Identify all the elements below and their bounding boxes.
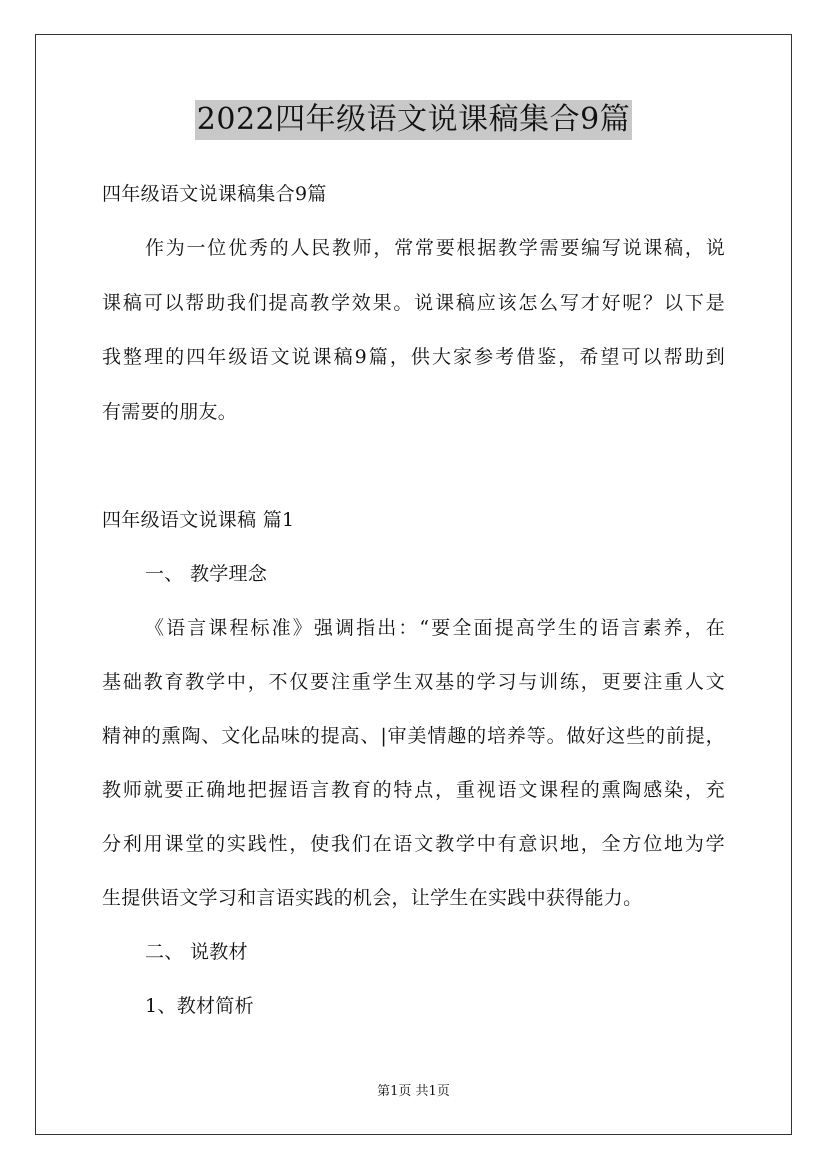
body-line-3 — [102, 724, 725, 748]
heading-textbook: 二、 说教材 — [145, 941, 248, 963]
body-line-1-text: 《语言课程标准》强调指出：“要全面提高学生的语言素养，在 — [145, 617, 725, 639]
intro-line-1 — [145, 236, 725, 260]
page-footer: 第1页 共1页 — [377, 1084, 450, 1099]
intro-line-1-text: 作为一位优秀的人民教师，常常要根据教学需要编写说课稿，说 — [145, 237, 725, 259]
intro-line-3-text: 我整理的四年级语文说课稿9篇，供大家参考借鉴，希望可以帮助到 — [102, 346, 725, 368]
heading-textbook-analysis: 1、教材简析 — [145, 995, 254, 1017]
body-line-3-text: 精神的熏陶、文化品味的提高、|审美情趣的培养等。做好这些的前提， — [102, 725, 725, 747]
body-line-5 — [102, 832, 725, 856]
intro-line-3 — [102, 345, 725, 369]
document-title: 2022四年级语文说课稿集合9篇 — [195, 100, 632, 140]
section-heading: 四年级语文说课稿 篇1 — [102, 509, 295, 531]
document-subtitle: 四年级语文说课稿集合9篇 — [102, 183, 327, 205]
heading-teaching-philosophy: 一、 教学理念 — [145, 563, 268, 585]
intro-line-2-text: 课稿可以帮助我们提高教学效果。说课稿应该怎么写才好呢？以下是 — [102, 292, 725, 314]
body-line-5-text: 分利用课堂的实践性，使我们在语文教学中有意识地，全方位地为学 — [102, 833, 725, 855]
body-line-6: 生提供语文学习和言语实践的机会，让学生在实践中获得能力。 — [102, 887, 643, 909]
body-line-1 — [145, 616, 725, 640]
body-line-2 — [102, 670, 725, 694]
intro-line-2 — [102, 291, 725, 315]
body-line-4 — [102, 778, 725, 802]
body-line-2-text: 基础教育教学中，不仅要注重学生双基的学习与训练，更要注重人文 — [102, 671, 725, 693]
intro-line-4: 有需要的朋友。 — [102, 401, 238, 423]
title-container — [0, 100, 827, 140]
body-line-4-text: 教师就要正确地把握语言教育的特点，重视语文课程的熏陶感染，充 — [102, 779, 725, 801]
